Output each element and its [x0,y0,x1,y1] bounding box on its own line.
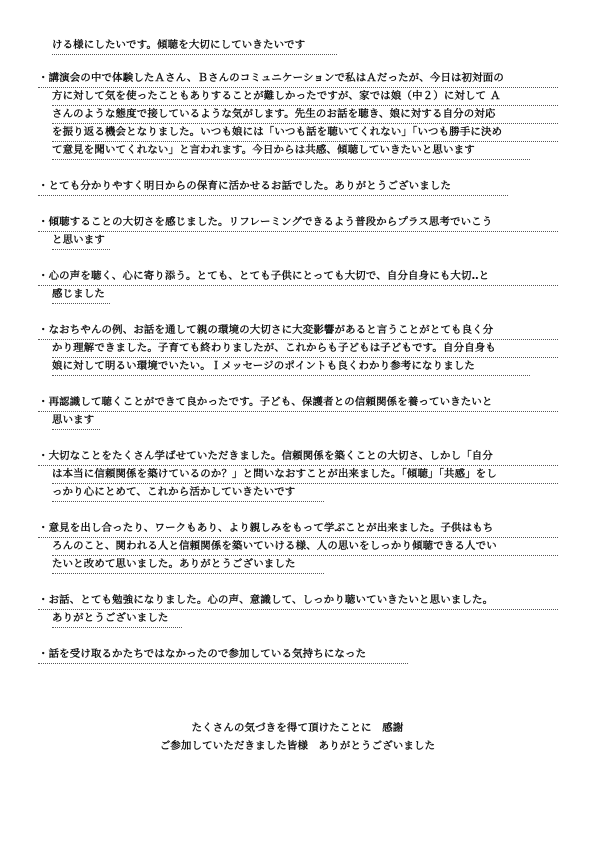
closing-thanks: たくさんの気づきを得て頂けたことに 感謝 [191,722,404,734]
comment-line: ・お話、とても勉強になりました。心の声、意識して、しっかり聴いていきたいと思いました。 [38,593,558,610]
comment-line: 感じました [52,287,110,304]
comment-line: かり理解できました。子育ても終わりましたが、これからも子どもは子どもです。自分自身も [52,341,558,358]
comment-line: さんのような態度で接しているような気がします。先生のお話を聴き、娘に対する自分の対応 [52,107,558,124]
comment-line: は本当に信頼関係を築けているのか？」と問いなおすことが出来ました。「傾聴」「共感」をし [52,467,558,484]
comment-line: ・再認識して聴くことができて良かったです。子ども、保護者との信頼関係を養っていきたいと [38,395,558,412]
comment-line: て意見を聞いてくれない」と言われます。今日からは共感、傾聴していきたいと思います [52,143,530,160]
comment-line: 方に対して気を使ったこともありすることが難しかったですが、家では娘（中２）に対して Ａ [52,89,558,106]
comment-line: ・心の声を聴く、心に寄り添う。とても、とても子供にとっても大切で、自分自身にも大切‥と [38,269,558,286]
comment-line: ・なおちやんの例、お話を通して親の環境の大切さに大変影響があると言うことがとても良く分 [38,323,558,340]
comment-line: ありがとうございました [52,611,182,628]
comment-line: ・とても分かりやすく明日からの保育に活かせるお話でした。ありがとうございました [38,179,508,196]
comment-line: ・傾聴することの大切さを感じました。リフレーミングできるよう普段からプラス思考でいこう [38,215,558,232]
comment-line: ・意見を出し合ったり、ワークもあり、より親しみをもって学ぶことが出来ました。子供はもち [38,521,558,538]
comment-line: ・大切なことをたくさん学ばせていただきました。信頼関係を築くことの大切さ、しかし「自分 [38,449,558,466]
comment-line: っかり心にとめて、これから活かしていきたいです [52,485,324,502]
comment-line: と思います [52,233,110,250]
comment-line: 思います [52,413,100,430]
comment-line: ・講演会の中で体験したＡさん、Ｂさんのコミュニケーションで私はＡだったが、今日は初対面の [38,71,558,88]
comment-line: ける様にしたいです。傾聴を大切にしていきたいです [52,38,337,55]
closing-appreciation: ご参加していただきました皆様 ありがとうございました [159,740,436,752]
comment-line: 娘に対して明るい環境でいたい。Ｉメッセージのポイントも良くわかり参考になりました [52,359,530,376]
comment-line: ・話を受け取るかたちではなかったので参加している気持ちになった [38,647,408,664]
comment-line: たいと改めて思いました。ありがとうございました [52,557,324,574]
comment-line: ろんのこと、関われる人と信頼関係を築いていける様、人の思いをしっかり傾聴できる人でい [52,539,558,556]
comment-line: を振り返る機会となりました。いつも娘には「いつも話を聴いてくれない」「いつも勝手に決め [52,125,558,142]
